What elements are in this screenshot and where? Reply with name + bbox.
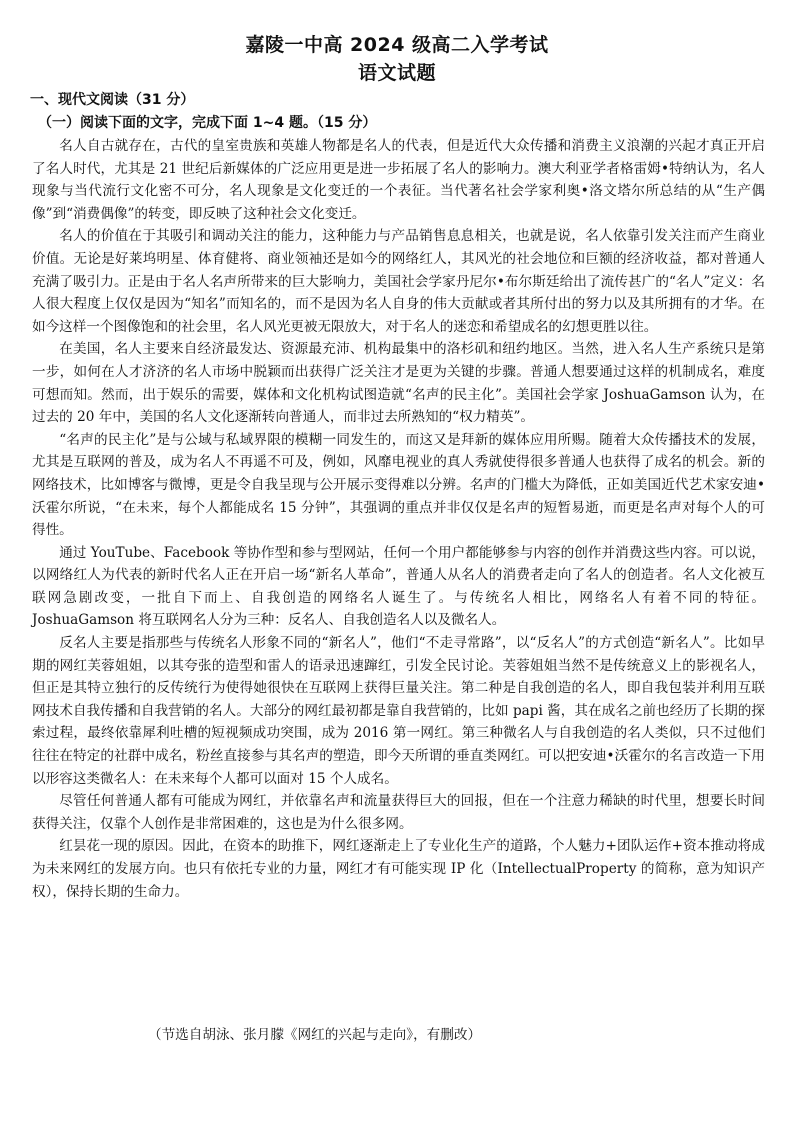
passage-paragraph-5: 通过 YouTube、Facebook 等协作型和参与型网站，任何一个用户都能够参与内容的创作并消费这些内容。可以说，以网络红人为代表的新时代名人正在开启一场“新名人革命”，普通人从名人的消费者走向了名人的创造者。名人文化被互联网急剧改变，一批自下而上、自我创造的网络名人诞生了。与传统名人相比，网络名人有着不同的特征。JoshuaGamson 将互联网名人分为三种：反名人、自我创造名人以及微名人。 bbox=[32, 544, 765, 629]
exam-title: 嘉陵一中高 2024 级高二入学考试 bbox=[245, 34, 549, 56]
passage-paragraph-2: 名人的价值在于其吸引和调动关注的能力，这种能力与产品销售息息相关，也就是说，名人依靠引发关注而产生商业价值。无论是好莱坞明星、体育健将、商业领袖还是如今的网络红人，其风光的社会地位和巨额的经济收益，都对普通人充满了吸引力。正是由于名人名声所带来的巨大影响力，美国社会学家丹尼尔•布尔斯廷给出了流传甚广的“名人”定义：名人很大程度上仅仅是因为“知名”而知名的，而不是因为名人自身的伟大贡献或者其所付出的努力以及其所拥有的才华。在如今这样一个图像饱和的社会里，名人风光更被无限放大，对于名人的迷恋和希望成名的幻想更胜以往。 bbox=[32, 228, 765, 335]
passage-paragraph-7: 尽管任何普通人都有可能成为网红，并依靠名声和流量获得巨大的回报，但在一个注意力稀缺的时代里，想要长时间获得关注，仅靠个人创作是非常困难的，这也是为什么很多网。 bbox=[32, 793, 765, 832]
passage-source: （节选自胡泳、张月朦《网红的兴起与走向》，有删改） bbox=[148, 1027, 482, 1043]
section-heading: 一、现代文阅读（31 分） bbox=[30, 92, 195, 108]
reading-passage bbox=[32, 135, 765, 903]
subsection-heading: （一）阅读下面的文字，完成下面 1~4 题。（15 分） bbox=[38, 115, 377, 131]
passage-paragraph-3: 在美国，名人主要来自经济最发达、资源最充沛、机构最集中的洛杉矶和纽约地区。当然，进入名人生产系统只是第一步，如何在人才济济的名人市场中脱颖而出获得广泛关注才是更为关键的步骤。普通人想要通过这样的机制成名，难度可想而知。然而，出于娱乐的需要，媒体和文化机构试图造就“名声的民主化”。美国社会学家 JoshuaGamson 认为，在过去的 20 年中，美国的名人文化逐渐转向普通人，而非过去所熟知的“权力精英”。 bbox=[32, 341, 765, 426]
passage-paragraph-4: “名声的民主化”是与公域与私域界限的模糊一同发生的，而这又是拜新的媒体应用所赐。随着大众传播技术的发展，尤其是互联网的普及，成为名人不再遥不可及，例如，风靡电视业的真人秀就使得很多普通人也获得了成名的机会。新的网络技术，比如博客与微博，更是令自我呈现与公开展示变得难以分辨。名声的门槛大为降低，正如美国近代艺术家安迪•沃霍尔所说，“在未来，每个人都能成名 15 分钟”，其强调的重点并非仅仅是名声的短暂易逝，而更是名声对每个人的可得性。 bbox=[32, 431, 765, 539]
passage-paragraph-1: 名人自古就存在，古代的皇室贵族和英雄人物都是名人的代表，但是近代大众传播和消费主义浪潮的兴起才真正开启了名人时代，尤其是 21 世纪后新媒体的广泛应用更是进一步拓展了名人的影响力。澳大利亚学者格雷姆•特纳认为，名人现象与当代流行文化密不可分，名人现象是文化变迁的一个表征。当代著名社会学家利奥•洛文塔尔所总结的从“生产偶像”到“消费偶像”的转变，即反映了这种社会文化变迁。 bbox=[32, 138, 765, 222]
exam-subject-title: 语文试题 bbox=[357, 62, 436, 84]
passage-paragraph-6: 反名人主要是指那些与传统名人形象不同的“新名人”，他们“不走寻常路”，以“反名人”的方式创造“新名人”。比如早期的网红芙蓉姐姐，以其夸张的造型和雷人的语录迅速蹿红，引发全民讨论。芙蓉姐姐当然不是传统意义上的影视名人，但正是其特立独行的反传统行为使得她很快在互联网上获得巨量关注。第二种是自我创造的名人，即自我包装并利用互联网技术自我传播和自我营销的名人。大部分的网红最初都是靠自我营销的，比如 papi 酱，其在成名之前也经历了长期的探索过程，最终依靠犀利吐槽的短视频成功突围，成为 2016 第一网红。第三种微名人与自我创造的名人类似，只不过他们往往在特定的社群中成名，粉丝直接参与其名声的塑造，即今天所谓的垂直类网红。可以把安迪•沃霍尔的名言改造一下用以形容这类微名人：在未来每个人都可以面对 15 个人成名。 bbox=[32, 635, 765, 787]
passage-paragraph-8: 红昙花一现的原因。因此，在资本的助推下，网红逐渐走上了专业化生产的道路，个人魅力+团队运作+资本推动将成为未来网红的发展方向。也只有依托专业的力量，网红才有可能实现 IP 化（IntellectualProperty 的简称，意为知识产权），保持长期的生命力。 bbox=[32, 838, 765, 900]
